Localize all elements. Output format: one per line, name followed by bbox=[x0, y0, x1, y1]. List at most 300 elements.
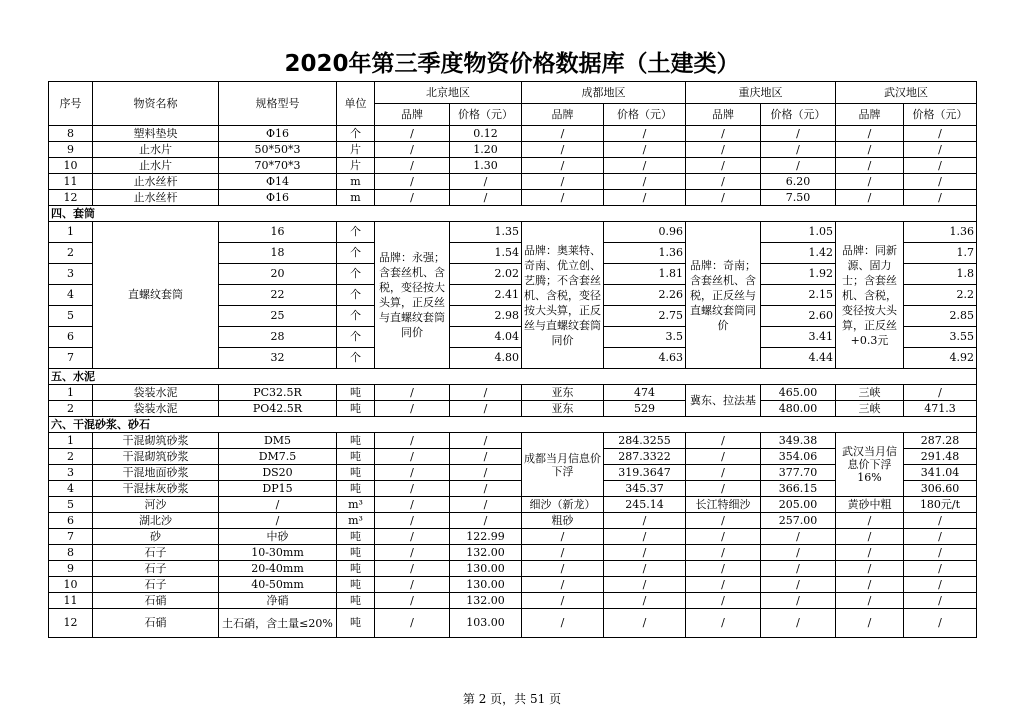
table-row bbox=[49, 561, 977, 577]
table-cell: 2.60 bbox=[761, 306, 836, 327]
table-cell: PO42.5R bbox=[219, 401, 337, 417]
table-cell: 3 bbox=[49, 465, 93, 481]
table-cell: / bbox=[761, 577, 836, 593]
table-cell: / bbox=[836, 529, 904, 545]
table-cell: 湖北沙 bbox=[93, 513, 219, 529]
table-cell: 个 bbox=[337, 264, 375, 285]
table-cell: m³ bbox=[337, 513, 375, 529]
table-cell: 品牌：同新源、固力士；含套丝机、含税，变径按大头算，正反丝+0.3元 bbox=[836, 222, 904, 369]
table-cell: / bbox=[375, 465, 450, 481]
table-cell: 7 bbox=[49, 529, 93, 545]
table-cell: 止水片 bbox=[93, 158, 219, 174]
table-cell: 长江特细沙 bbox=[686, 497, 761, 513]
table-cell: / bbox=[375, 126, 450, 142]
table-cell: / bbox=[375, 577, 450, 593]
table-cell: / bbox=[375, 449, 450, 465]
table-cell: / bbox=[904, 174, 977, 190]
table-cell: / bbox=[686, 449, 761, 465]
table-cell: Φ16 bbox=[219, 126, 337, 142]
table-cell: 341.04 bbox=[904, 465, 977, 481]
table-cell: 9 bbox=[49, 561, 93, 577]
table-cell: 0.96 bbox=[604, 222, 686, 243]
table-cell: 205.00 bbox=[761, 497, 836, 513]
table-cell: 471.3 bbox=[904, 401, 977, 417]
table-cell: 3 bbox=[49, 264, 93, 285]
table-cell: 冀东、拉法基 bbox=[686, 385, 761, 417]
table-cell: / bbox=[375, 142, 450, 158]
table-cell: 品牌：奥莱特、奇南、优立创、艺腾；不含套丝机、含税，变径按大头算，正反丝与直螺纹套筒同价 bbox=[522, 222, 604, 369]
table-cell: / bbox=[761, 561, 836, 577]
table-cell: 黄砂中粗 bbox=[836, 497, 904, 513]
table-cell: 品牌：永强；含套丝机、含税，变径按大头算，正反丝与直螺纹套筒同价 bbox=[375, 222, 450, 369]
section-header: 六、干混砂浆、砂石 bbox=[49, 417, 977, 433]
table-cell: / bbox=[604, 142, 686, 158]
table-cell: 11 bbox=[49, 593, 93, 609]
table-cell: 片 bbox=[337, 142, 375, 158]
table-row bbox=[49, 174, 977, 190]
table-cell: 1.42 bbox=[761, 243, 836, 264]
table-cell: 2 bbox=[49, 243, 93, 264]
header-price: 价格（元） bbox=[904, 104, 977, 126]
header-price: 价格（元） bbox=[761, 104, 836, 126]
table-cell: 吨 bbox=[337, 401, 375, 417]
table-cell: / bbox=[904, 126, 977, 142]
table-cell: / bbox=[904, 513, 977, 529]
header-spec: 规格型号 bbox=[219, 82, 337, 126]
table-cell: 吨 bbox=[337, 609, 375, 638]
table-cell: 7 bbox=[49, 348, 93, 369]
table-cell: 12 bbox=[49, 190, 93, 206]
table-cell: 河沙 bbox=[93, 497, 219, 513]
table-cell: 11 bbox=[49, 174, 93, 190]
table-cell: 亚东 bbox=[522, 385, 604, 401]
table-cell: 1.92 bbox=[761, 264, 836, 285]
table-cell: / bbox=[686, 529, 761, 545]
table-cell: 干混抹灰砂浆 bbox=[93, 481, 219, 497]
table-cell: / bbox=[375, 593, 450, 609]
table-cell: 319.3647 bbox=[604, 465, 686, 481]
table-cell: / bbox=[904, 190, 977, 206]
table-cell: 吨 bbox=[337, 481, 375, 497]
table-cell: / bbox=[450, 433, 522, 449]
table-cell: 吨 bbox=[337, 465, 375, 481]
table-cell: 70*70*3 bbox=[219, 158, 337, 174]
table-cell: 257.00 bbox=[761, 513, 836, 529]
table-cell: / bbox=[761, 609, 836, 638]
table-cell: / bbox=[604, 577, 686, 593]
table-cell: / bbox=[686, 126, 761, 142]
table-cell: 20 bbox=[219, 264, 337, 285]
table-cell: / bbox=[904, 158, 977, 174]
table-cell: 干混砌筑砂浆 bbox=[93, 433, 219, 449]
table-cell: / bbox=[375, 497, 450, 513]
table-cell: / bbox=[604, 190, 686, 206]
table-row bbox=[49, 609, 977, 638]
header-chongqing: 重庆地区 bbox=[686, 82, 836, 104]
table-cell: Φ16 bbox=[219, 190, 337, 206]
table-cell: / bbox=[686, 481, 761, 497]
table-cell: 8 bbox=[49, 126, 93, 142]
header-brand: 品牌 bbox=[686, 104, 761, 126]
table-cell: 止水片 bbox=[93, 142, 219, 158]
table-cell: / bbox=[522, 545, 604, 561]
table-cell: 474 bbox=[604, 385, 686, 401]
table-cell: 8 bbox=[49, 545, 93, 561]
table-cell: 个 bbox=[337, 348, 375, 369]
table-cell: / bbox=[604, 561, 686, 577]
table-cell: 480.00 bbox=[761, 401, 836, 417]
table-cell: 5 bbox=[49, 306, 93, 327]
table-cell: / bbox=[604, 593, 686, 609]
table-cell: / bbox=[375, 529, 450, 545]
table-cell: 品牌：奇南；含套丝机、含税，正反丝与直螺纹套筒同价 bbox=[686, 222, 761, 369]
table-cell: 465.00 bbox=[761, 385, 836, 401]
table-cell: 50*50*3 bbox=[219, 142, 337, 158]
table-cell: / bbox=[522, 529, 604, 545]
table-cell: 1.36 bbox=[604, 243, 686, 264]
table-cell: 中砂 bbox=[219, 529, 337, 545]
table-cell: / bbox=[904, 545, 977, 561]
table-cell: / bbox=[761, 142, 836, 158]
table-row bbox=[49, 206, 977, 222]
table-cell: 吨 bbox=[337, 385, 375, 401]
table-cell: 1.7 bbox=[904, 243, 977, 264]
table-cell: 20-40mm bbox=[219, 561, 337, 577]
table-cell: 1.81 bbox=[604, 264, 686, 285]
table-cell: 6.20 bbox=[761, 174, 836, 190]
table-cell: 2.98 bbox=[450, 306, 522, 327]
table-cell: / bbox=[522, 593, 604, 609]
table-cell: 6 bbox=[49, 327, 93, 348]
table-cell: 袋装水泥 bbox=[93, 401, 219, 417]
header-price: 价格（元） bbox=[604, 104, 686, 126]
table-cell: / bbox=[761, 593, 836, 609]
table-cell: DP15 bbox=[219, 481, 337, 497]
table-row bbox=[49, 433, 977, 449]
table-row bbox=[49, 513, 977, 529]
table-cell: 25 bbox=[219, 306, 337, 327]
table-cell: / bbox=[761, 529, 836, 545]
table-cell: 2.26 bbox=[604, 285, 686, 306]
table-row bbox=[49, 529, 977, 545]
table-cell: 12 bbox=[49, 609, 93, 638]
table-cell: 4 bbox=[49, 481, 93, 497]
table-cell: / bbox=[904, 142, 977, 158]
table-cell: / bbox=[604, 174, 686, 190]
table-cell: DM7.5 bbox=[219, 449, 337, 465]
table-cell: / bbox=[836, 593, 904, 609]
table-cell: 28 bbox=[219, 327, 337, 348]
table-cell: 4 bbox=[49, 285, 93, 306]
table-cell: / bbox=[904, 609, 977, 638]
section-header: 五、水泥 bbox=[49, 369, 977, 385]
table-cell: 止水丝杆 bbox=[93, 174, 219, 190]
table-cell: 245.14 bbox=[604, 497, 686, 513]
table-cell: 6 bbox=[49, 513, 93, 529]
price-table bbox=[48, 81, 977, 638]
table-cell: 2.75 bbox=[604, 306, 686, 327]
table-cell: 130.00 bbox=[450, 561, 522, 577]
table-cell: 石子 bbox=[93, 561, 219, 577]
table-cell: 0.12 bbox=[450, 126, 522, 142]
table-cell: / bbox=[450, 385, 522, 401]
table-cell: / bbox=[450, 465, 522, 481]
table-cell: 袋装水泥 bbox=[93, 385, 219, 401]
table-cell: 22 bbox=[219, 285, 337, 306]
table-cell: 180元/t bbox=[904, 497, 977, 513]
table-cell: / bbox=[836, 174, 904, 190]
table-cell: / bbox=[604, 545, 686, 561]
table-cell: 40-50mm bbox=[219, 577, 337, 593]
table-cell: / bbox=[450, 190, 522, 206]
table-cell: 1.8 bbox=[904, 264, 977, 285]
table-cell: / bbox=[522, 142, 604, 158]
table-cell: 1.05 bbox=[761, 222, 836, 243]
table-cell: / bbox=[604, 513, 686, 529]
table-cell: 132.00 bbox=[450, 593, 522, 609]
table-cell: / bbox=[522, 126, 604, 142]
table-row bbox=[49, 401, 977, 417]
table-cell: / bbox=[686, 609, 761, 638]
table-cell: / bbox=[686, 593, 761, 609]
table-cell: / bbox=[450, 497, 522, 513]
table-cell: 个 bbox=[337, 126, 375, 142]
table-row bbox=[49, 369, 977, 385]
table-cell: 成都当月信息价下浮 bbox=[522, 433, 604, 497]
table-cell: / bbox=[450, 174, 522, 190]
table-cell: 529 bbox=[604, 401, 686, 417]
table-cell: 石硝 bbox=[93, 593, 219, 609]
table-cell: 287.3322 bbox=[604, 449, 686, 465]
table-cell: Φ14 bbox=[219, 174, 337, 190]
table-cell: / bbox=[375, 609, 450, 638]
table-cell: 石子 bbox=[93, 545, 219, 561]
header-brand: 品牌 bbox=[836, 104, 904, 126]
table-cell: / bbox=[604, 158, 686, 174]
table-cell: 7.50 bbox=[761, 190, 836, 206]
table-cell: 103.00 bbox=[450, 609, 522, 638]
page-title: 2020年第三季度物资价格数据库（土建类） bbox=[284, 51, 740, 77]
header-seq: 序号 bbox=[49, 82, 93, 126]
table-cell: / bbox=[836, 561, 904, 577]
table-cell: 细沙（新龙） bbox=[522, 497, 604, 513]
table-row bbox=[49, 190, 977, 206]
table-cell: / bbox=[904, 561, 977, 577]
table-cell: 1 bbox=[49, 385, 93, 401]
table-cell: 306.60 bbox=[904, 481, 977, 497]
table-cell: 净硝 bbox=[219, 593, 337, 609]
table-cell: 287.28 bbox=[904, 433, 977, 449]
table-cell: 吨 bbox=[337, 545, 375, 561]
table-cell: 10 bbox=[49, 158, 93, 174]
table-row bbox=[49, 126, 977, 142]
table-cell: / bbox=[836, 190, 904, 206]
table-cell: 5 bbox=[49, 497, 93, 513]
table-cell: DM5 bbox=[219, 433, 337, 449]
table-cell: 个 bbox=[337, 285, 375, 306]
table-cell: 4.63 bbox=[604, 348, 686, 369]
table-cell: / bbox=[686, 158, 761, 174]
table-cell: / bbox=[604, 609, 686, 638]
table-cell: 16 bbox=[219, 222, 337, 243]
table-row bbox=[49, 593, 977, 609]
table-cell: 18 bbox=[219, 243, 337, 264]
table-cell: 片 bbox=[337, 158, 375, 174]
table-row bbox=[49, 577, 977, 593]
table-cell: / bbox=[686, 513, 761, 529]
table-row bbox=[49, 545, 977, 561]
table-cell: 吨 bbox=[337, 529, 375, 545]
table-cell: 4.04 bbox=[450, 327, 522, 348]
table-cell: 1 bbox=[49, 222, 93, 243]
table-cell: 2.2 bbox=[904, 285, 977, 306]
table-cell: / bbox=[522, 190, 604, 206]
table-cell: / bbox=[375, 190, 450, 206]
table-cell: 石子 bbox=[93, 577, 219, 593]
table-cell: 1.36 bbox=[904, 222, 977, 243]
table-cell: / bbox=[686, 174, 761, 190]
table-cell: / bbox=[836, 577, 904, 593]
table-cell: m³ bbox=[337, 497, 375, 513]
header-beijing: 北京地区 bbox=[375, 82, 522, 104]
table-cell: 土石硝，含土量≤20% bbox=[219, 609, 337, 638]
table-cell: / bbox=[219, 513, 337, 529]
table-cell: 4.92 bbox=[904, 348, 977, 369]
table-cell: / bbox=[522, 577, 604, 593]
table-cell: / bbox=[375, 401, 450, 417]
table-row bbox=[49, 497, 977, 513]
table-cell: / bbox=[904, 385, 977, 401]
table-cell: PC32.5R bbox=[219, 385, 337, 401]
table-cell: 4.80 bbox=[450, 348, 522, 369]
table-cell: / bbox=[686, 545, 761, 561]
table-cell: / bbox=[604, 126, 686, 142]
table-cell: 284.3255 bbox=[604, 433, 686, 449]
table-cell: / bbox=[450, 449, 522, 465]
table-cell: 354.06 bbox=[761, 449, 836, 465]
table-cell: 132.00 bbox=[450, 545, 522, 561]
table-cell: 3.41 bbox=[761, 327, 836, 348]
table-cell: / bbox=[761, 545, 836, 561]
table-cell: 2.02 bbox=[450, 264, 522, 285]
header-brand: 品牌 bbox=[375, 104, 450, 126]
table-cell: 三峡 bbox=[836, 385, 904, 401]
table-cell: 1.35 bbox=[450, 222, 522, 243]
section-header: 四、套筒 bbox=[49, 206, 977, 222]
table-cell: 32 bbox=[219, 348, 337, 369]
table-cell: 止水丝杆 bbox=[93, 190, 219, 206]
table-cell: 个 bbox=[337, 243, 375, 264]
table-cell: 石硝 bbox=[93, 609, 219, 638]
table-cell: 345.37 bbox=[604, 481, 686, 497]
table-cell: 366.15 bbox=[761, 481, 836, 497]
table-cell: 377.70 bbox=[761, 465, 836, 481]
table-cell: 个 bbox=[337, 306, 375, 327]
table-cell: 122.99 bbox=[450, 529, 522, 545]
table-cell: / bbox=[375, 385, 450, 401]
table-cell: 塑料垫块 bbox=[93, 126, 219, 142]
table-cell: / bbox=[686, 142, 761, 158]
table-cell: 1.20 bbox=[450, 142, 522, 158]
table-cell: 吨 bbox=[337, 577, 375, 593]
table-cell: 1.30 bbox=[450, 158, 522, 174]
table-cell: / bbox=[375, 174, 450, 190]
table-cell: 3.55 bbox=[904, 327, 977, 348]
table-cell: / bbox=[836, 609, 904, 638]
table-cell: 3.5 bbox=[604, 327, 686, 348]
table-cell: 130.00 bbox=[450, 577, 522, 593]
header-name: 物资名称 bbox=[93, 82, 219, 126]
table-row bbox=[49, 142, 977, 158]
header-brand: 品牌 bbox=[522, 104, 604, 126]
table-cell: / bbox=[686, 465, 761, 481]
table-cell: / bbox=[836, 126, 904, 142]
table-cell: 291.48 bbox=[904, 449, 977, 465]
table-cell: DS20 bbox=[219, 465, 337, 481]
table-cell: 直螺纹套筒 bbox=[93, 222, 219, 369]
table-cell: 2 bbox=[49, 449, 93, 465]
table-cell: m bbox=[337, 174, 375, 190]
header-price: 价格（元） bbox=[450, 104, 522, 126]
table-cell: / bbox=[836, 513, 904, 529]
table-cell: m bbox=[337, 190, 375, 206]
table-cell: / bbox=[686, 577, 761, 593]
table-cell: / bbox=[836, 142, 904, 158]
table-row bbox=[49, 222, 977, 243]
header-wuhan: 武汉地区 bbox=[836, 82, 977, 104]
table-cell: 亚东 bbox=[522, 401, 604, 417]
table-cell: 吨 bbox=[337, 449, 375, 465]
table-cell: 三峡 bbox=[836, 401, 904, 417]
table-cell: 349.38 bbox=[761, 433, 836, 449]
table-cell: 2.85 bbox=[904, 306, 977, 327]
table-cell: / bbox=[375, 481, 450, 497]
table-cell: 砂 bbox=[93, 529, 219, 545]
table-cell: 4.44 bbox=[761, 348, 836, 369]
table-cell: 10 bbox=[49, 577, 93, 593]
table-cell: / bbox=[686, 561, 761, 577]
table-cell: 粗砂 bbox=[522, 513, 604, 529]
table-cell: 吨 bbox=[337, 433, 375, 449]
header-unit: 单位 bbox=[337, 82, 375, 126]
table-cell: / bbox=[904, 529, 977, 545]
table-cell: 10-30mm bbox=[219, 545, 337, 561]
table-cell: / bbox=[522, 158, 604, 174]
table-cell: 个 bbox=[337, 222, 375, 243]
table-row bbox=[49, 158, 977, 174]
table-cell: 2.15 bbox=[761, 285, 836, 306]
table-cell: 吨 bbox=[337, 561, 375, 577]
table-cell: 1 bbox=[49, 433, 93, 449]
table-cell: / bbox=[375, 513, 450, 529]
table-cell: / bbox=[904, 577, 977, 593]
table-cell: / bbox=[375, 545, 450, 561]
table-cell: / bbox=[450, 481, 522, 497]
table-cell: / bbox=[375, 561, 450, 577]
table-cell: 干混砌筑砂浆 bbox=[93, 449, 219, 465]
table-cell: / bbox=[522, 609, 604, 638]
table-cell: 吨 bbox=[337, 593, 375, 609]
table-cell: / bbox=[604, 529, 686, 545]
table-cell: / bbox=[904, 593, 977, 609]
table-row bbox=[49, 417, 977, 433]
table-cell: 个 bbox=[337, 327, 375, 348]
table-cell: / bbox=[450, 513, 522, 529]
page-footer: 第 2 页，共 51 页 bbox=[462, 692, 562, 706]
table-cell: / bbox=[761, 158, 836, 174]
table-cell: / bbox=[761, 126, 836, 142]
table-cell: 2.41 bbox=[450, 285, 522, 306]
